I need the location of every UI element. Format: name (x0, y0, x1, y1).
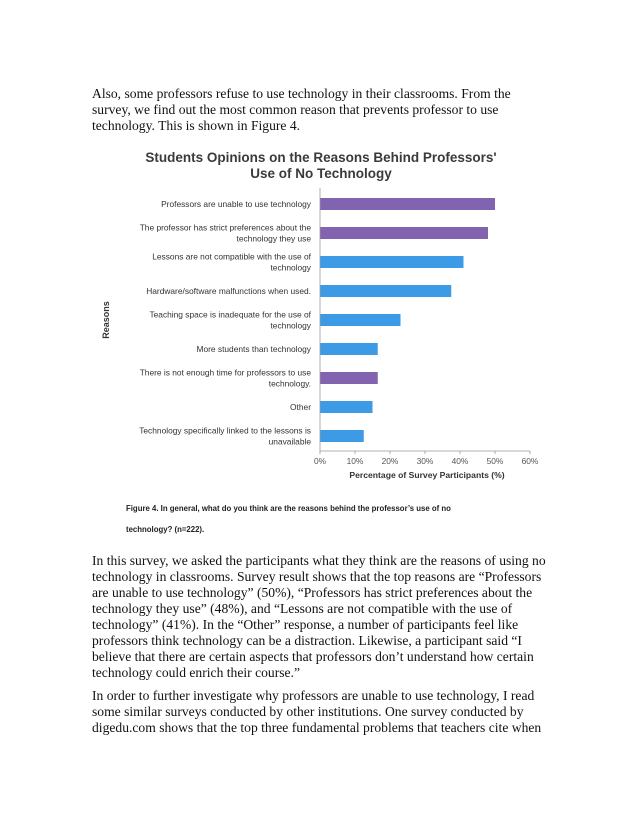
figure-caption-line-1: Figure 4. In general, what do you think are the reasons behind the professor’s use of no (126, 504, 451, 513)
category-label: Professors are unable to use technology (161, 199, 311, 209)
x-tick-label: 0% (313, 456, 327, 466)
bar (320, 401, 373, 413)
category-label: technology. (268, 378, 311, 389)
x-tick-label: 30% (416, 456, 434, 466)
bar (320, 198, 495, 210)
bar (320, 314, 401, 326)
bar (320, 343, 378, 355)
x-tick-label: 10% (346, 456, 364, 466)
category-label: technology (270, 320, 311, 331)
figure-caption-line-2: technology? (n=222). (126, 525, 205, 534)
category-label: Technology specifically linked to the lessons is (139, 425, 311, 436)
further-investigation-paragraph: In order to further investigate why professors are unable to use technology, I read some similar surveys conducted by other institutions. One survey conducted by digedu.com shows that the top three fundamental problems that teachers cite when (92, 688, 542, 735)
category-label: Teaching space is inadequate for the use of (149, 309, 311, 320)
bar (320, 285, 451, 297)
x-tick-label: 20% (381, 456, 399, 466)
category-label: More students than technology (196, 344, 311, 354)
x-tick-label: 60% (521, 456, 539, 466)
category-label: Other (290, 402, 311, 412)
x-tick-label: 40% (451, 456, 469, 466)
intro-paragraph: Also, some professors refuse to use technology in their classrooms. From the survey, we find out the most common reason that prevents professor to use technology. This is shown in Figure 4. (92, 86, 511, 133)
category-label: technology (270, 262, 311, 273)
category-label: The professor has strict preferences about the (139, 222, 311, 233)
reasons-bar-chart (96, 148, 546, 488)
x-tick-label: 50% (486, 456, 504, 466)
chart-title-line: Students Opinions on the Reasons Behind Professors' (145, 150, 497, 165)
bar (320, 430, 364, 442)
category-label: unavailable (268, 436, 311, 447)
category-labels (139, 199, 312, 447)
chart-title-line: Use of No Technology (250, 166, 392, 181)
bar (320, 227, 488, 239)
bar (320, 372, 378, 384)
chart-title (145, 150, 496, 181)
results-paragraph: In this survey, we asked the participants what they think are the reasons of using no technology in classrooms. Survey result shows that the top reasons are “Professors are unable to use technology” (50%), “Professors has strict preferences about the technology they use” (48%), and “Lessons are not compatible with the use of technology” (41%). In the “Other” response, a number of participants feel like professors think technology can be a distraction. Likewise, a participant said “I believe that there are certain aspects that professors don’t understand how certain technology could enrich their course.” (92, 553, 546, 680)
category-label: Lessons are not compatible with the use of (152, 251, 311, 262)
x-axis-label: Percentage of Survey Participants (%) (349, 470, 505, 480)
category-label: There is not enough time for professors to use (139, 367, 311, 378)
bar (320, 256, 464, 268)
y-axis-label: Reasons (101, 301, 111, 339)
category-label: Hardware/software malfunctions when used. (146, 286, 311, 296)
bars (320, 198, 495, 442)
category-label: technology they use (236, 233, 311, 244)
